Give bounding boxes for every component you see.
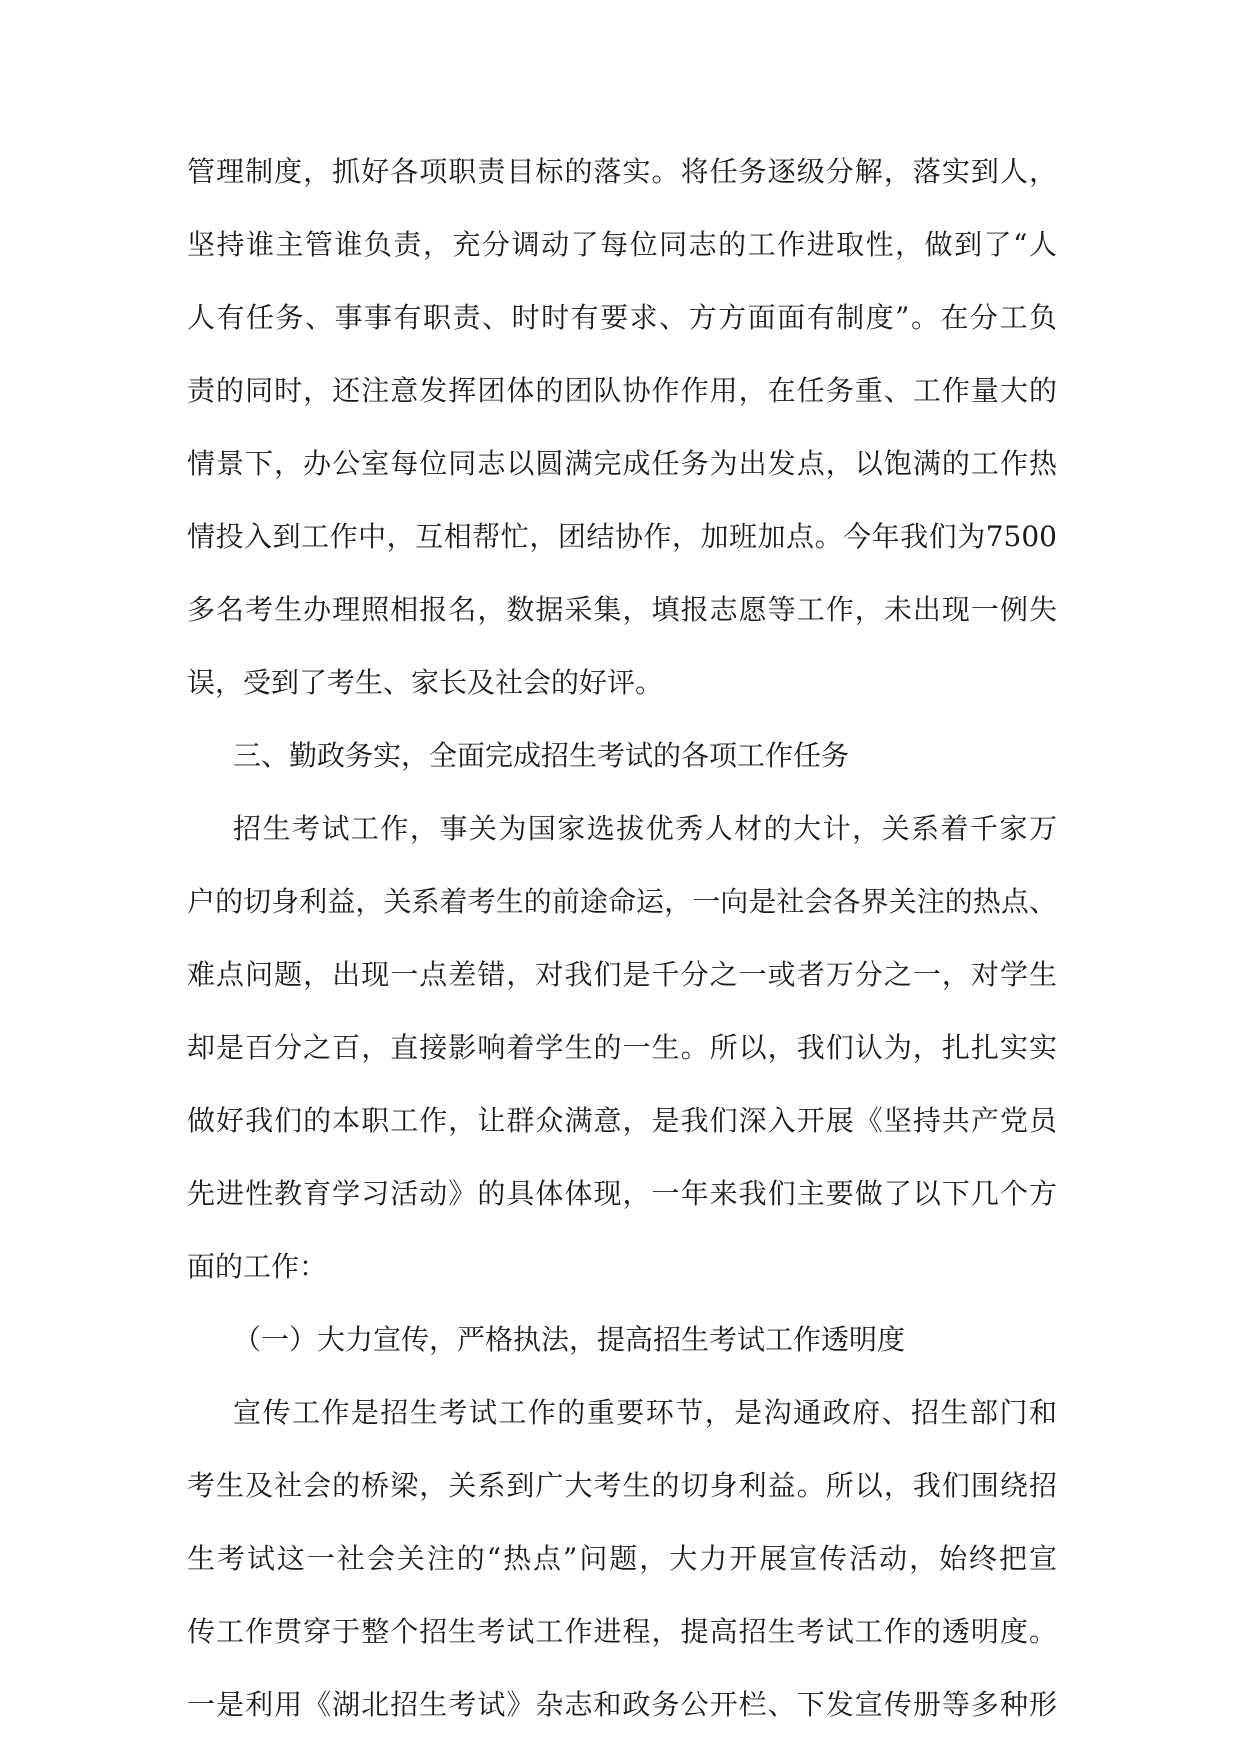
body-line-8: 误，受到了考生、家长及社会的好评。 — [187, 666, 664, 699]
subsection-heading-1: （一）大力宣传，严格执法，提高招生考试工作透明度 — [233, 1323, 906, 1356]
body-line-5: 情景下，办公室每位同志以圆满完成任务为出发点，以饱满的工作热 — [187, 447, 1057, 480]
body-line-21: 传工作贯穿于整个招生考试工作进程，提高招生考试工作的透明度。 — [187, 1615, 1057, 1648]
body-line-3: 人有任务、事事有职责、时时有要求、方方面面有制度”。在分工负 — [187, 301, 1057, 334]
body-line-14: 做好我们的本职工作，让群众满意，是我们深入开展《坚持共产党员 — [187, 1104, 1057, 1137]
body-line-20: 生考试这一社会关注的“热点”问题，大力开展宣传活动，始终把宣 — [187, 1542, 1057, 1575]
body-line-16: 面的工作： — [187, 1250, 328, 1283]
body-line-13: 却是百分之百，直接影响着学生的一生。所以，我们认为，扎扎实实 — [187, 1031, 1057, 1064]
body-line-15: 先进性教育学习活动》的具体体现，一年来我们主要做了以下几个方 — [187, 1177, 1057, 1210]
body-line-18: 宣传工作是招生考试工作的重要环节，是沟通政府、招生部门和 — [233, 1396, 1057, 1429]
section-heading-3: 三、勤政务实，全面完成招生考试的各项工作任务 — [233, 739, 850, 772]
body-line-11: 户的切身利益，关系着考生的前途命运，一向是社会各界关注的热点、 — [187, 885, 1057, 918]
body-line-19: 考生及社会的桥梁，关系到广大考生的切身利益。所以，我们围绕招 — [187, 1469, 1057, 1502]
body-line-7: 多名考生办理照相报名，数据采集，填报志愿等工作，未出现一例失 — [187, 593, 1057, 626]
document-body — [187, 135, 1057, 1741]
body-line-2: 坚持谁主管谁负责，充分调动了每位同志的工作进取性，做到了“人 — [187, 228, 1057, 261]
body-line-12: 难点问题，出现一点差错，对我们是千分之一或者万分之一，对学生 — [187, 958, 1057, 991]
body-line-22: 一是利用《湖北招生考试》杂志和政务公开栏、下发宣传册等多种形 — [187, 1688, 1057, 1721]
body-line-1: 管理制度，抓好各项职责目标的落实。将任务逐级分解，落实到人， — [187, 155, 1057, 188]
body-line-6: 情投入到工作中，互相帮忙，团结协作，加班加点。今年我们为7500 — [187, 520, 1057, 553]
body-line-10: 招生考试工作，事关为国家选拔优秀人材的大计，关系着千家万 — [233, 812, 1057, 845]
body-line-4: 责的同时，还注意发挥团体的团队协作作用，在任务重、工作量大的 — [187, 374, 1057, 407]
